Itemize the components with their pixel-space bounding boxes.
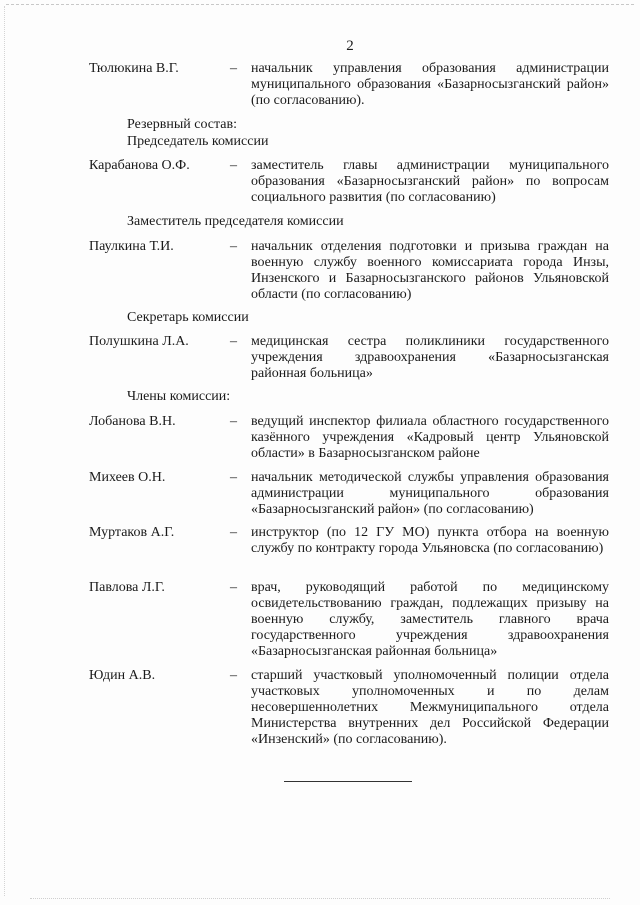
entry-dash: –	[230, 525, 237, 540]
page-number: 2	[346, 38, 354, 54]
person-name: Юдин А.В.	[89, 668, 156, 683]
person-name: Муртаков А.Г.	[89, 525, 175, 540]
scan-edge-top	[6, 4, 634, 5]
entry-dash: –	[230, 239, 237, 254]
entry-dash: –	[230, 61, 237, 76]
person-name: Павлова Л.Г.	[89, 580, 165, 595]
person-name: Паулкина Т.И.	[89, 239, 174, 254]
person-position: инструктор (по 12 ГУ МО) пункта отбора на военную службу по контракту города Ульяновска (по согласованию)	[251, 525, 609, 556]
person-position: заместитель главы администрации муниципального образования «Базарносызганский район» по вопросам социального развития (по согласованию)	[251, 158, 609, 205]
members-heading: Члены комиссии:	[127, 389, 231, 404]
person-position: врач, руководящий работой по медицинскому освидетельствованию граждан, подлежащих призыву на военную службу, заместитель главного врача государственного учреждения здравоохранения «Базарносызганская районная больница»	[251, 580, 609, 659]
person-position: старший участковый уполномоченный полиции отдела участковых уполномоченных и по делам несовершеннолетних Межмуниципального отдела Министерства внутренних дел Российской Федерации «Инзенский» (по согласованию).	[251, 668, 609, 747]
reserve-heading: Резервный состав:	[127, 117, 238, 132]
person-position: начальник методической службы управления образования администрации муниципального образования «Базарносызганский район» (по согласованию)	[251, 470, 609, 517]
secretary-heading: Секретарь комиссии	[127, 310, 249, 325]
person-position: ведущий инспектор филиала областного государственного казённого учреждения «Кадровый центр Ульяновской области» в Базарносызганском районе	[251, 414, 609, 461]
person-name: Михеев О.Н.	[89, 470, 166, 485]
closing-line	[284, 781, 412, 782]
person-position: начальник управления образования администрации муниципального образования «Базарносызганский район» (по согласованию).	[251, 61, 609, 108]
person-name: Полушкина Л.А.	[89, 334, 189, 349]
entry-dash: –	[230, 580, 237, 595]
entry-dash: –	[230, 334, 237, 349]
person-name: Карабанова О.Ф.	[89, 158, 190, 173]
person-position: медицинская сестра поликлиники государственного учреждения здравоохранения «Базарносызганская районная больница»	[251, 334, 609, 381]
scan-edge-left	[4, 6, 5, 896]
entry-dash: –	[230, 668, 237, 683]
entry-dash: –	[230, 414, 237, 429]
chair-heading: Председатель комиссии	[127, 134, 269, 149]
scan-edge-bottom	[30, 898, 610, 899]
deputy-heading: Заместитель председателя комиссии	[127, 214, 344, 229]
entry-dash: –	[230, 158, 237, 173]
person-position: начальник отделения подготовки и призыва граждан на военную службу военного комиссариата города Инзы, Инзенского и Базарносызганского районов Ульяновской области (по согласованию)	[251, 239, 609, 302]
person-name: Тюлюкина В.Г.	[89, 61, 179, 76]
person-name: Лобанова В.Н.	[89, 414, 176, 429]
entry-dash: –	[230, 470, 237, 485]
